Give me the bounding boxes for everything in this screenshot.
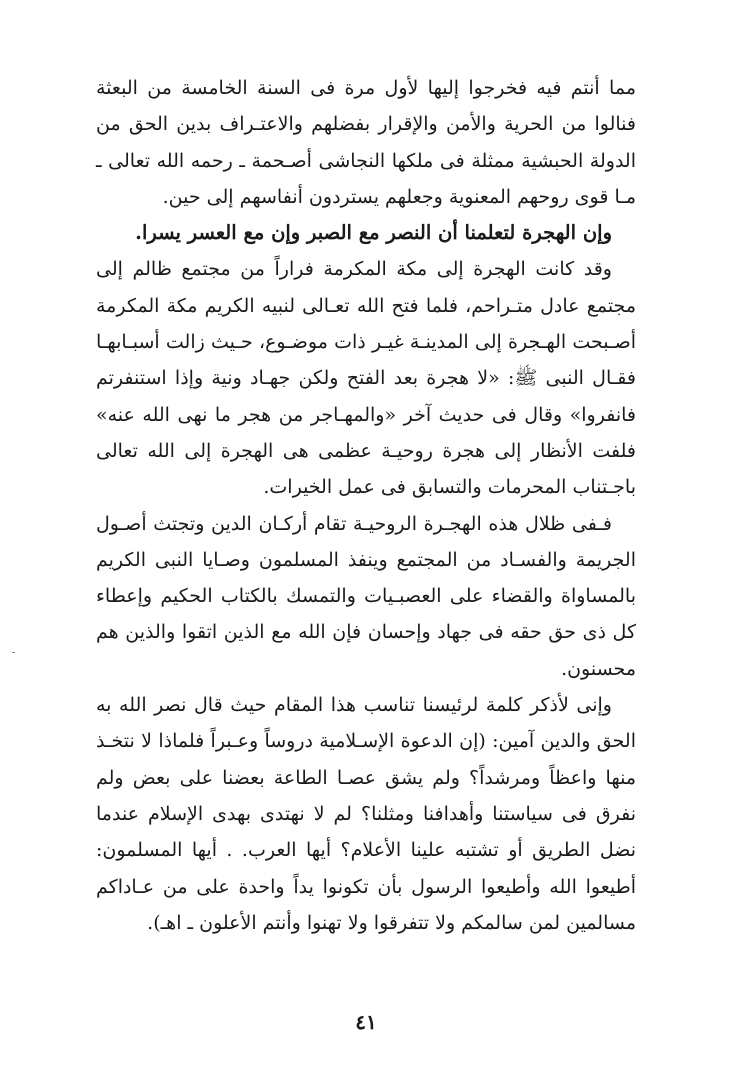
paragraph-4: فـفى ظلال هذه الهجـرة الروحيـة تقام أركـان الدين وتجتث أصـول الجريمة والفسـاد من المجتمع وينفذ المسلمون وصـايا النبى الكريم بالمساواة والقضاء على العصبـيات والتمسك بالكتاب الحكيم وإعطاء كل ذى حق حقه فى جهاد وإحسان فإن الله مع الذين اتقوا والذين هم محسنون. <box>96 512 636 680</box>
page-number: ٤١ <box>355 1010 377 1034</box>
margin-mark <box>12 652 15 653</box>
paragraph-1: مما أنتم فيه فخرجوا إليها لأول مرة فى السنة الخامسة من البعثة فنالوا من الحرية والأمن والإقرار بفضلهم والاعتـراف بدين الحق من الدولة الحبشية ممثلة فى ملكها النجاشى أصـحمة ـ رحمه الله تعالى ـ مـا قوى روحهم المعنوية وجعلهم يستردون أنفاسهم إلى حين. <box>96 77 636 208</box>
paragraph-heading: وإن الهجرة لتعلمنا أن النصر مع الصبر وإن مع العسر يسرا. <box>135 221 612 245</box>
paragraph-3: وقد كانت الهجرة إلى مكة المكرمة فراراً من مجتمع ظالم إلى مجتمع عادل متـراحم، فلما فتح الله تعـالى لنبيه الكريم مكة المكرمة أصـبحت الهـجرة إلى المدينـة غيـر ذات موضـوع، حـيث زالت أسبـابهـا فقـال النبى ﷺ: «لا هجرة بعد الفتح ولكن جهـاد ونية وإذا استنفرتم فانفروا» وقال فى حديث آخر «والمهـاجر من هجر ما نهى الله عنه» فلفت الأنظار إلى هجرة روحيـة عظمى هى الهجرة إلى الله تعالى باجـتناب المحرمات والتسابق فى عمل الخيرات. <box>96 258 636 499</box>
document-body <box>96 70 636 941</box>
paragraph-5: وإنى لأذكر كلمة لرئيسنا تناسب هذا المقام حيث قال نصر الله به الحق والدين آمين: (إن الدعوة الإسـلامية دروساً وعـبراً فلماذا لا نتخـذ منها واعظاً ومرشداً؟ ولم يشق عصـا الطاعة بعضنا على بعض ولم نفرق فى سياستنا وأهدافنا ومثلنا؟ لم لا نهتدى بهدى الإسلام عندما نضل الطريق أو تشتبه علينا الأعلام؟ أيها العرب. . أيها المسلمون: أطيعوا الله وأطيعوا الرسول بأن تكونوا يداً واحدة على من عـاداكم مسالمين لمن سالمكم ولا تتفرقوا ولا تهنوا وأنتم الأعلون ـ اهـ). <box>96 694 636 934</box>
